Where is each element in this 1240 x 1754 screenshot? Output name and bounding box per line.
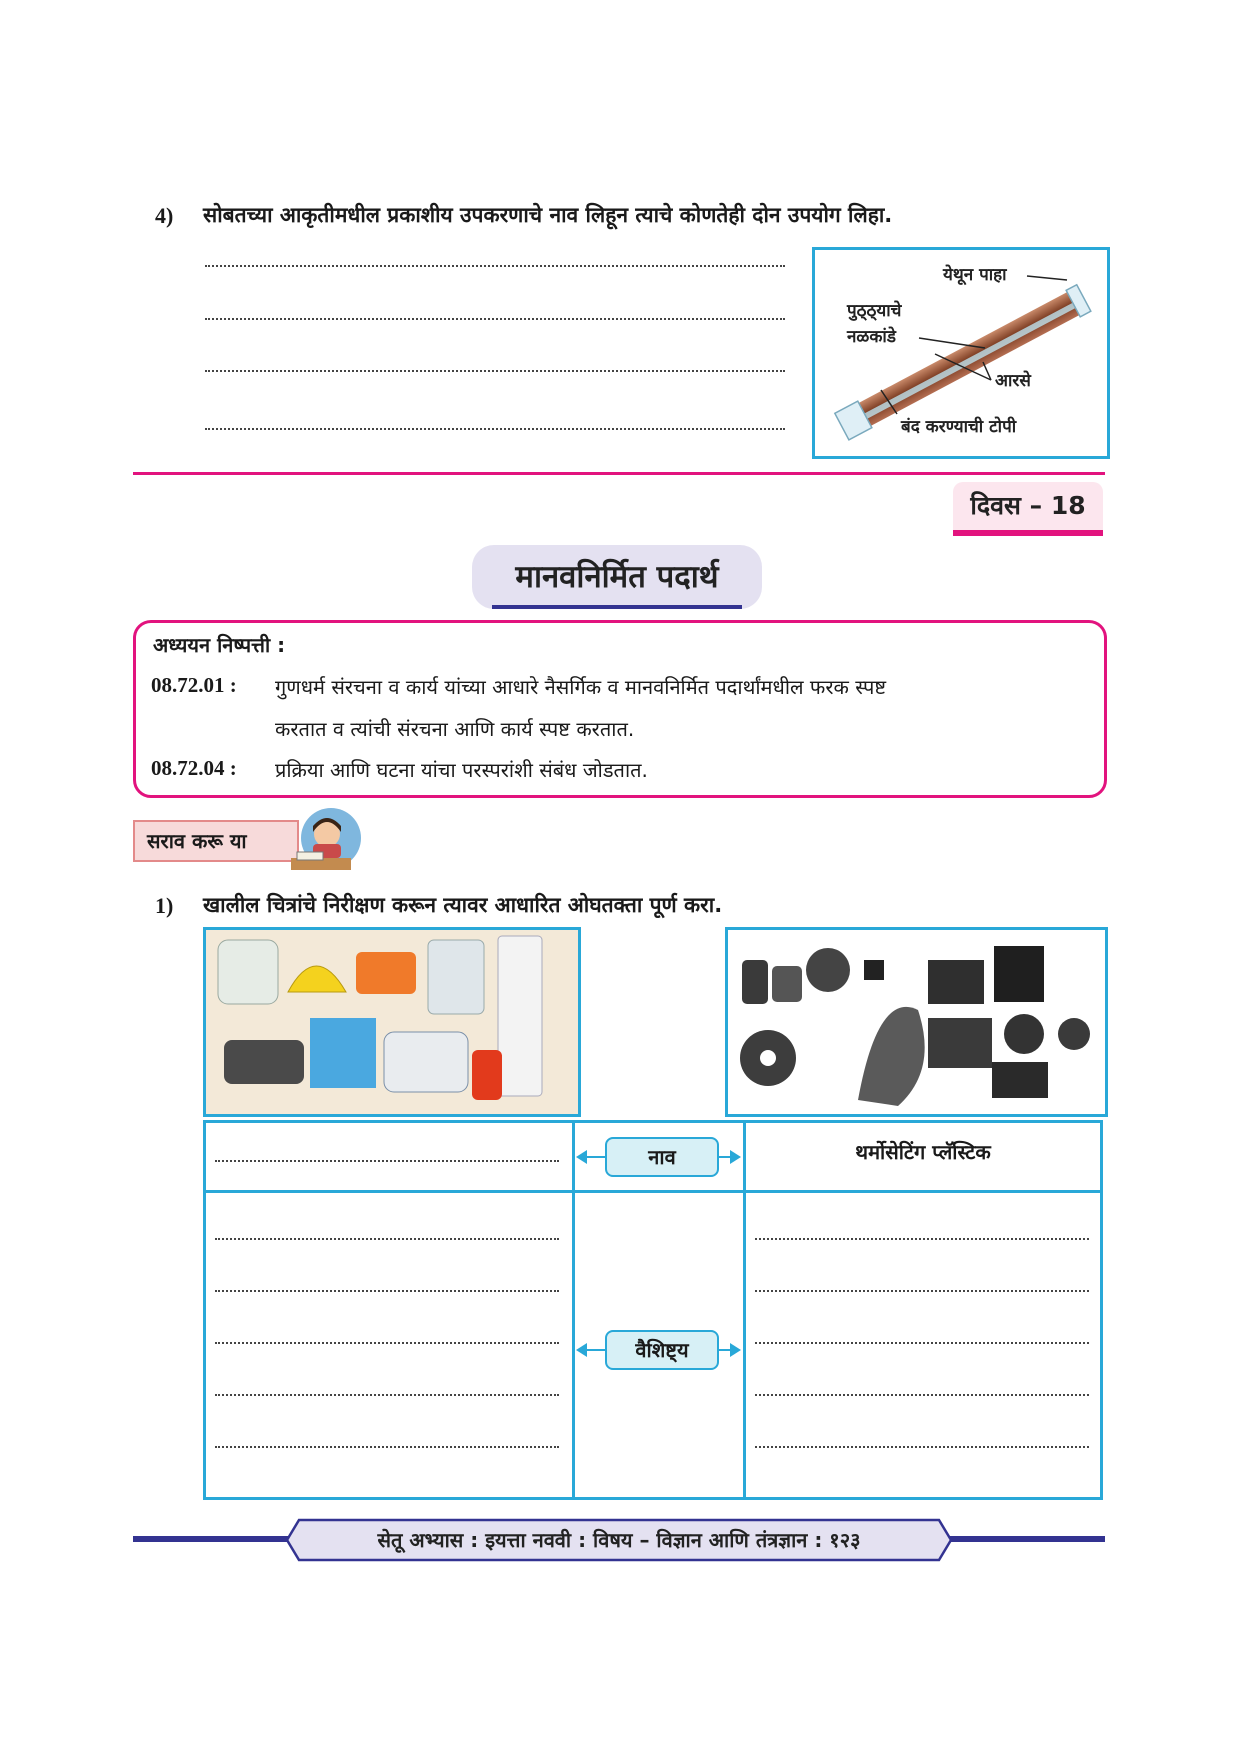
outcome-code-2: 08.72.04 : xyxy=(151,756,237,780)
question-1-text: खालील चित्रांचे निरीक्षण करून त्यावर आधारित ओघतक्ता पूर्ण करा. xyxy=(203,893,723,917)
table-border-left xyxy=(203,1120,206,1500)
table-border-bottom xyxy=(203,1497,1103,1500)
section-divider xyxy=(133,472,1105,475)
table-divider-2 xyxy=(743,1120,746,1500)
right-feature-line-2[interactable] xyxy=(755,1290,1089,1292)
answer-line-3[interactable] xyxy=(205,370,785,372)
name-answer-line[interactable] xyxy=(215,1160,559,1162)
plastic-objects-icon xyxy=(206,930,578,1114)
outcomes-heading: अध्ययन निष्पत्ती : xyxy=(153,633,286,657)
label-view-here: येथून पाहा xyxy=(943,265,1007,285)
answer-line-1[interactable] xyxy=(205,265,785,267)
outcome-2-line-1: प्रक्रिया आणि घटना यांचा परस्परांशी संबंध जोडतात. xyxy=(275,758,648,782)
table-border-top xyxy=(203,1120,1103,1123)
name-label: नाव xyxy=(605,1137,719,1177)
question-4-number: 4) xyxy=(155,203,174,228)
right-feature-line-4[interactable] xyxy=(755,1394,1089,1396)
label-cardboard-tube: पुठ्ठ्याचे xyxy=(847,301,902,321)
label-mirrors: आरसे xyxy=(995,371,1031,391)
right-feature-line-1[interactable] xyxy=(755,1238,1089,1240)
label-cardboard-tube-2: नळकांडे xyxy=(847,327,896,347)
page-title: मानवनिर्मित पदार्थ xyxy=(472,545,762,609)
left-feature-line-4[interactable] xyxy=(215,1394,559,1396)
title-underline xyxy=(492,605,742,609)
arrow-line-right xyxy=(717,1156,731,1158)
student-icon xyxy=(283,806,367,876)
arrow-line-left xyxy=(586,1156,606,1158)
table-border-middle xyxy=(203,1190,1103,1193)
outcome-1-line-2: करतात व त्यांची संरचना आणि कार्य स्पष्ट करतात. xyxy=(275,717,635,741)
flowchart-table xyxy=(203,1120,1103,1500)
right-feature-line-3[interactable] xyxy=(755,1342,1089,1344)
footer-text: सेतू अभ्यास : इयत्ता नववी : विषय – विज्ञान आणि तंत्रज्ञान : १२३ xyxy=(377,1528,861,1552)
outcome-1-line-1: गुणधर्म संरचना व कार्य यांच्या आधारे नैसर्गिक व मानवनिर्मित पदार्थांमधील फरक स्पष्ट xyxy=(275,675,887,699)
label-closing-cap: बंद करण्याची टोपी xyxy=(901,417,1017,437)
kaleidoscope-figure xyxy=(812,247,1110,459)
left-feature-line-1[interactable] xyxy=(215,1238,559,1240)
left-feature-line-2[interactable] xyxy=(215,1290,559,1292)
student-avatar xyxy=(283,806,367,876)
features-label: वैशिष्ट्य xyxy=(605,1330,719,1370)
right-feature-line-5[interactable] xyxy=(755,1446,1089,1448)
arrow-line-right xyxy=(717,1349,731,1351)
answer-line-2[interactable] xyxy=(205,318,785,320)
day-tab: दिवस – 18 xyxy=(953,482,1103,536)
left-feature-line-5[interactable] xyxy=(215,1446,559,1448)
outcome-code-1: 08.72.01 : xyxy=(151,673,237,697)
thermosetting-objects-image xyxy=(725,927,1108,1117)
practice-label: सराव करू या xyxy=(133,820,299,862)
bakelite-objects-icon xyxy=(728,930,1105,1114)
answer-line-4[interactable] xyxy=(205,428,785,430)
question-4-text: सोबतच्या आकृतीमधील प्रकाशीय उपकरणाचे नाव लिहून त्याचे कोणतेही दोन उपयोग लिहा. xyxy=(203,203,893,227)
learning-outcomes-box xyxy=(133,620,1107,798)
arrow-right-icon xyxy=(730,1343,741,1357)
table-border-right xyxy=(1100,1120,1103,1500)
thermosetting-header: थर्मोसेटिंग प्लॅस्टिक xyxy=(855,1140,991,1164)
table-divider-1 xyxy=(572,1120,575,1500)
arrow-right-icon xyxy=(730,1150,741,1164)
left-feature-line-3[interactable] xyxy=(215,1342,559,1344)
thermoplastic-objects-image xyxy=(203,927,581,1117)
question-1-number: 1) xyxy=(155,893,174,918)
arrow-line-left xyxy=(586,1349,606,1351)
